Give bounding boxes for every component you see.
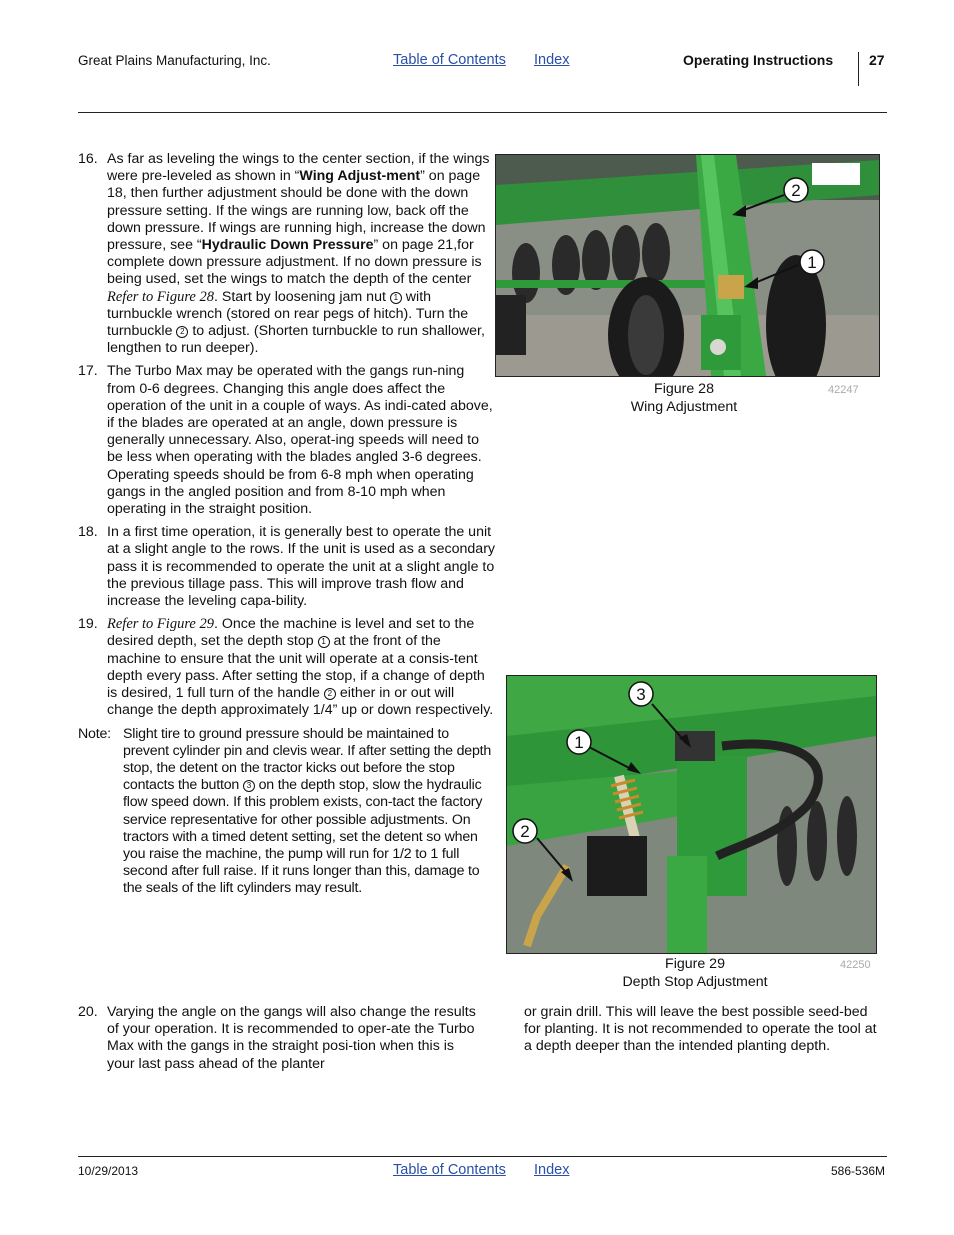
note-block: Note: Slight tire to ground pressure should be maintained to prevent cylinder pin and clevis wear. If after setting the depth stop, the detent on the tractor kicks out before the stop contacts the button 3 on the depth stop, slow the hydraulic flow speed down. If this problem exists, con-tact the factory service representative for other possible adjustments. On tractors with a timed detent setting, set the detent so when you raise the machine, the pump will run for 1/2 to 1 full second after full raise. If it runs longer than this, damage to the seals of the lift cylinders may result. — [78, 725, 492, 897]
footer-date: 10/29/2013 — [78, 1164, 139, 1178]
wing-adjustment-ref: Wing Adjust-ment — [299, 168, 421, 185]
footer-table-of-contents-link[interactable]: Table of Contents — [393, 1162, 506, 1178]
callout-2-symbol: 2 — [324, 688, 336, 700]
note-label: Note: — [78, 725, 111, 742]
callout-1-label: 1 — [574, 733, 584, 752]
header-divider — [858, 52, 859, 86]
instruction-item-19: 19. Refer to Figure 29. Once the machine is level and set to the desired depth, set the depth stop 1 at the front of the machine to ensure that the unit will operate at a consis-tent depth every pass. After setting the stop, if a change of depth is desired, 1 full turn of the handle 2 either in or out will change the depth approximately 1/4” up or down respectively. — [78, 616, 494, 719]
figure-28-code: 42247 — [828, 384, 859, 396]
index-link[interactable]: Index — [534, 52, 570, 68]
callout-1-symbol: 1 — [390, 292, 402, 304]
instruction-item-20: 20. Varying the angle on the gangs will also change the results of your operation. It is recommended to oper-ate the Turbo Max with the gangs in the straight posi-tion when this is your last pass ahead of the planter — [78, 1004, 476, 1072]
item-number: 18. — [78, 524, 98, 541]
footer-index-link[interactable]: Index — [534, 1162, 570, 1178]
hydraulic-down-pressure-ref: Hydraulic Down Pressure — [201, 237, 374, 254]
figure-28-reference: Refer to Figure 28 — [107, 288, 214, 305]
figure-29-callouts — [507, 676, 876, 953]
instruction-item-17: 17. The Turbo Max may be operated with the gangs run-ning from 0-6 degrees. Changing this angle does affect the operation of the unit in a couple of ways. As indi-cated above, if the blades are operated at an angle, down pressure is generally unnecessary. Also, operat-ing speeds will need to be less when operating with the blades angled 3-6 degrees. Operating speeds should be from 6-8 mph when operating gangs in the angled position and from 8-10 mph when operating in the straight position. — [78, 363, 493, 518]
figure-29-caption — [595, 956, 795, 991]
callout-1-label: 1 — [807, 253, 817, 272]
callout-2-label: 2 — [791, 181, 801, 200]
instruction-item-18: 18. In a first time operation, it is generally best to operate the unit at a slight angle to the rows. If the unit is used as a secondary pass it is recommended to operate the unit at a slight angle to the previous tillage pass. This will improve trash flow and increase the leveling capa-bility. — [78, 524, 496, 610]
figure-28-title: Wing Adjustment — [630, 398, 738, 415]
figure-28-caption — [584, 381, 784, 416]
figure-29-code: 42250 — [840, 959, 871, 971]
item-20-continuation: or grain drill. This will leave the best possible seed-bed for planting. It is not recommended to operate the tool at a depth deeper than the intended planting depth. — [524, 1004, 877, 1055]
figure-28-photo — [495, 154, 880, 377]
figure-29-reference: Refer to Figure 29 — [107, 616, 214, 633]
item-number: 16. — [78, 151, 98, 167]
callout-2-symbol: 2 — [176, 326, 188, 338]
figure-29-label: Figure 29 — [665, 956, 725, 972]
instruction-item-16: 16. As far as leveling the wings to the center section, if the wings were pre-leveled as shown in “Wing Adjust-ment” on page 18, then further adjustment should be done with the down pressure setting. If the wings are running low, back off the down pressure. If wings are running high, increase the down pressure, see “Hydraulic Down Pressure” on page 21,for complete down pressure adjustment. If no down pressure is being used, set the wings to match the depth of the center Refer to Figure 28. Start by loosening jam nut 1 with turnbuckle wrench (stored on rear pegs of hitch). Turn the turnbuckle 2 to adjust. (Shorten turnbuckle to run shallower, lengthen to run deeper). — [78, 151, 490, 357]
page-number: 27 — [869, 52, 885, 68]
document-number: 586-536M — [831, 1164, 886, 1178]
section-title: Operating Instructions — [683, 52, 834, 68]
callout-3-label: 3 — [636, 685, 646, 704]
table-of-contents-link[interactable]: Table of Contents — [393, 52, 506, 68]
figure-28-label: Figure 28 — [654, 381, 714, 397]
item-number: 17. — [78, 363, 98, 380]
header-rule — [78, 112, 887, 113]
company-name: Great Plains Manufacturing, Inc. — [78, 53, 271, 68]
callout-2-label: 2 — [520, 822, 530, 841]
figure-28-callouts — [496, 155, 879, 376]
item-number: 20. — [78, 1004, 98, 1020]
callout-3-symbol: 3 — [243, 780, 255, 792]
figure-29-photo — [506, 675, 877, 954]
item-number: 19. — [78, 616, 98, 633]
figure-29-title: Depth Stop Adjustment — [622, 973, 768, 990]
instruction-column — [78, 151, 496, 898]
callout-1-symbol: 1 — [318, 636, 330, 648]
footer-rule — [78, 1156, 887, 1157]
